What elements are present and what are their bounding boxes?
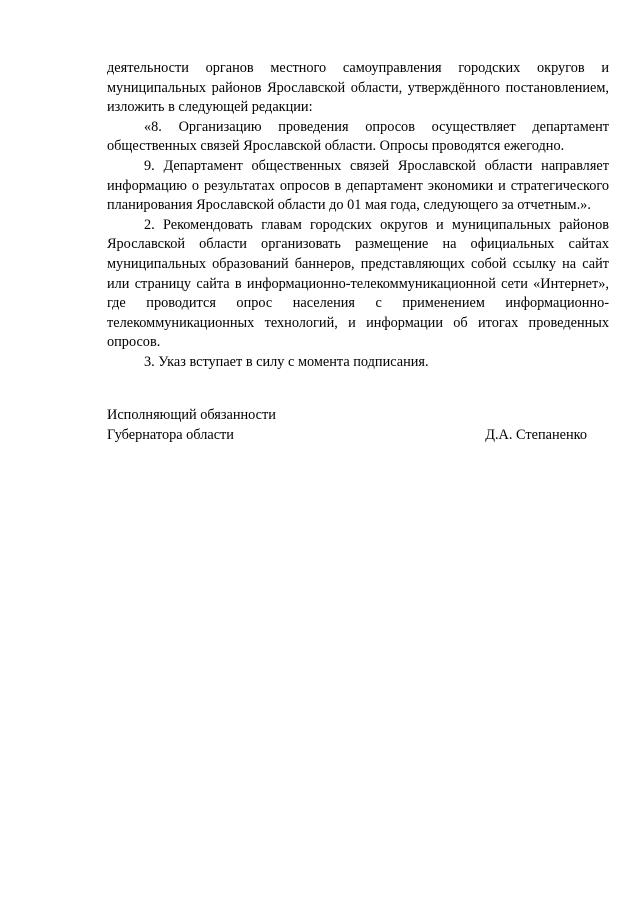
paragraph-item-8: «8. Организацию проведения опросов осуществляет департамент общественных связей Ярославской области. Опросы проводятся ежегодно. <box>107 118 609 155</box>
signature-block <box>107 406 587 445</box>
paragraph-intro: деятельности органов местного самоуправления городских округов и муниципальных районов Ярославской области, утверждённого постановлением, изложить в следующей редакции: <box>107 60 609 116</box>
signature-position-line-1 <box>107 406 587 426</box>
paragraph-item-3: 3. Указ вступает в силу с момента подписания. <box>144 353 429 370</box>
signature-position-text-2: Губернатора области <box>107 426 234 443</box>
signatory-name: Д.А. Степаненко <box>485 426 587 443</box>
paragraph-item-9: 9. Департамент общественных связей Ярославской области направляет информацию о результатах опросов в департамент экономики и стратегического планирования Ярославской области до 01 мая года, следующего за отчетным.». <box>107 157 609 214</box>
signature-position-text-1: Исполняющий обязанности <box>107 407 276 423</box>
signature-position-line-2 <box>107 426 587 446</box>
document-body <box>107 59 609 373</box>
paragraph-item-2: 2. Рекомендовать главам городских округов и муниципальных районов Ярославской области организовать размещение на официальных сайтах муниципальных образований баннеров, представляющих собой ссылку на сайт или страницу сайта в информационно-телекоммуникационной сети «Интернет», где проводится опрос населения с применением информационно-телекоммуникационных технологий, и информации об итогах проведенных опросов. <box>107 216 609 351</box>
